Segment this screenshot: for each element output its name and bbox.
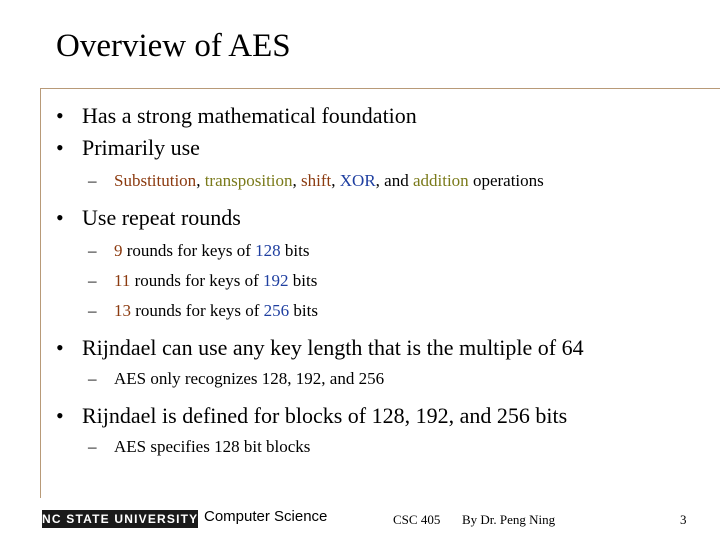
dash-icon: – xyxy=(88,301,97,320)
ncsu-logo: NC STATE UNIVERSITY xyxy=(42,512,198,526)
term-shift: shift xyxy=(301,171,332,190)
slide-footer xyxy=(0,506,720,532)
bullet-icon: • xyxy=(56,205,64,230)
dash-icon: – xyxy=(88,241,97,260)
rounds-text: rounds for keys of xyxy=(131,301,264,320)
slide-title: Overview of AES xyxy=(56,28,291,64)
sub-bullet-item xyxy=(56,266,706,296)
bullet-item xyxy=(56,100,706,132)
separator-text: , xyxy=(292,171,302,190)
sub-bullet-item xyxy=(56,166,706,196)
bullet-icon: • xyxy=(56,335,64,360)
rounds-count: 11 xyxy=(114,271,131,290)
sub-bullet-item xyxy=(56,296,706,326)
sub-bullet-item xyxy=(56,236,706,266)
term-xor: XOR xyxy=(339,171,376,190)
term-transposition: transposition xyxy=(204,171,293,190)
bits-text: bits xyxy=(280,241,310,260)
bullet-text: Use repeat rounds xyxy=(82,205,241,230)
bullet-icon: • xyxy=(56,135,64,160)
bullet-item xyxy=(56,332,706,364)
dash-icon: – xyxy=(88,369,97,388)
page-number: 3 xyxy=(680,512,687,527)
sub-bullet-item xyxy=(56,364,706,394)
trailing-text: operations xyxy=(468,171,544,190)
bullet-icon: • xyxy=(56,403,64,428)
key-size: 128 xyxy=(255,241,281,260)
key-size: 192 xyxy=(263,271,289,290)
bits-text: bits xyxy=(288,271,318,290)
bits-text: bits xyxy=(289,301,318,320)
dash-icon: – xyxy=(88,271,97,290)
bullet-item xyxy=(56,400,706,432)
key-size: 256 xyxy=(263,301,290,320)
rounds-text: rounds for keys of xyxy=(130,271,264,290)
bullet-text: Rijndael can use any key length that is the multiple of 64 xyxy=(82,335,584,360)
rounds-count: 9 xyxy=(114,241,123,260)
rounds-count: 13 xyxy=(114,301,131,320)
slide-body xyxy=(56,100,706,462)
sub-bullet-text: AES specifies 128 bit blocks xyxy=(114,437,311,456)
department-label: Computer Science xyxy=(204,508,328,525)
left-rule xyxy=(40,88,41,498)
term-substitution: Substitution xyxy=(114,171,197,190)
course-label: CSC 405 xyxy=(393,512,441,527)
bullet-item xyxy=(56,202,706,234)
bullet-text: Primarily use xyxy=(82,135,200,160)
bullet-item xyxy=(56,132,706,164)
rounds-text: rounds for keys of xyxy=(122,241,256,260)
title-rule xyxy=(40,88,720,89)
dash-icon: – xyxy=(88,171,97,190)
dash-icon: – xyxy=(88,437,97,456)
sub-bullet-text: AES only recognizes 128, 192, and 256 xyxy=(114,369,385,388)
bullet-icon: • xyxy=(56,103,64,128)
bullet-text: Has a strong mathematical foundation xyxy=(82,103,417,128)
separator-text: , xyxy=(331,171,340,190)
separator-text: , and xyxy=(375,171,413,190)
sub-bullet-item xyxy=(56,432,706,462)
term-addition: addition xyxy=(412,171,469,190)
author-label: By Dr. Peng Ning xyxy=(462,512,556,527)
bullet-text: Rijndael is defined for blocks of 128, 192, and 256 bits xyxy=(82,403,568,428)
separator-text: , xyxy=(196,171,205,190)
